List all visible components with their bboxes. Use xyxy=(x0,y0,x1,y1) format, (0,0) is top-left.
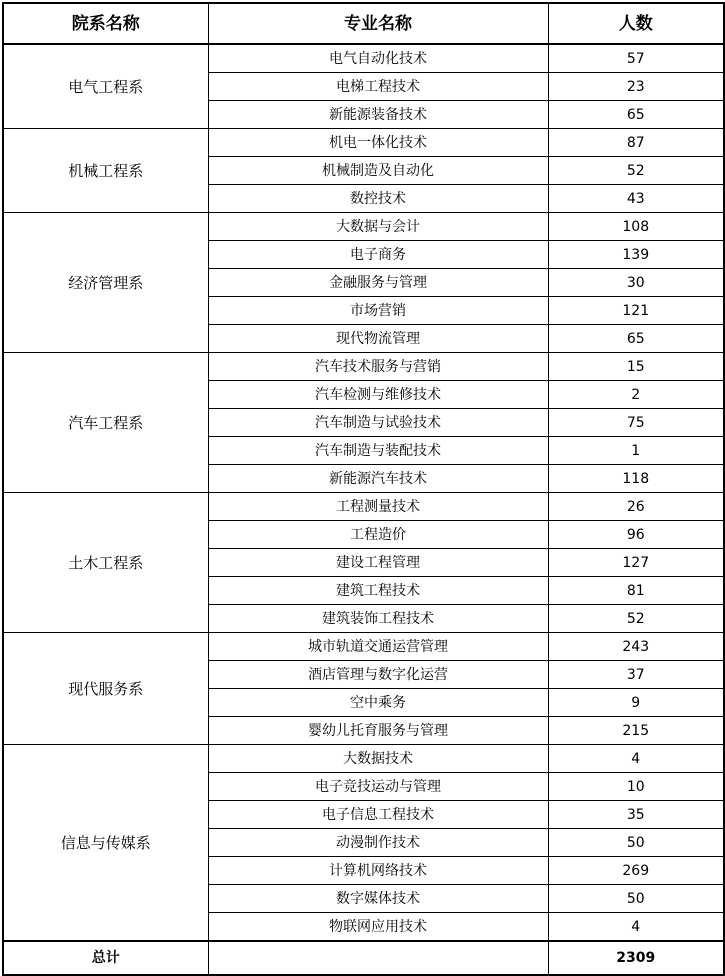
total-row xyxy=(3,941,724,975)
student-count-cell: 52 xyxy=(548,605,724,633)
student-count-cell: 9 xyxy=(548,689,724,717)
student-count-cell: 81 xyxy=(548,577,724,605)
student-count-cell: 87 xyxy=(548,129,724,157)
table-row xyxy=(3,493,724,521)
department-cell: 机械工程系 xyxy=(3,129,208,213)
major-name-cell: 电子信息工程技术 xyxy=(208,801,548,829)
student-count-cell: 50 xyxy=(548,829,724,857)
student-count-cell: 65 xyxy=(548,325,724,353)
student-count-cell: 243 xyxy=(548,633,724,661)
student-count-cell: 75 xyxy=(548,409,724,437)
department-cell: 信息与传媒系 xyxy=(3,745,208,942)
major-name-cell: 工程测量技术 xyxy=(208,493,548,521)
major-name-cell: 数控技术 xyxy=(208,185,548,213)
student-count-cell: 108 xyxy=(548,213,724,241)
header-row xyxy=(3,3,724,44)
major-name-cell: 汽车制造与装配技术 xyxy=(208,437,548,465)
major-name-cell: 汽车制造与试验技术 xyxy=(208,409,548,437)
student-count-cell: 10 xyxy=(548,773,724,801)
major-name-cell: 电子商务 xyxy=(208,241,548,269)
enrollment-table xyxy=(2,2,725,976)
student-count-cell: 35 xyxy=(548,801,724,829)
header-department: 院系名称 xyxy=(3,3,208,44)
student-count-cell: 127 xyxy=(548,549,724,577)
department-cell: 汽车工程系 xyxy=(3,353,208,493)
major-name-cell: 新能源装备技术 xyxy=(208,101,548,129)
major-name-cell: 婴幼儿托育服务与管理 xyxy=(208,717,548,745)
department-cell: 土木工程系 xyxy=(3,493,208,633)
student-count-cell: 26 xyxy=(548,493,724,521)
header-count: 人数 xyxy=(548,3,724,44)
student-count-cell: 23 xyxy=(548,73,724,101)
major-name-cell: 城市轨道交通运营管理 xyxy=(208,633,548,661)
major-name-cell: 电梯工程技术 xyxy=(208,73,548,101)
table-row xyxy=(3,129,724,157)
student-count-cell: 4 xyxy=(548,745,724,773)
student-count-cell: 30 xyxy=(548,269,724,297)
total-label: 总计 xyxy=(3,941,208,975)
student-count-cell: 121 xyxy=(548,297,724,325)
table-row xyxy=(3,745,724,773)
major-name-cell: 新能源汽车技术 xyxy=(208,465,548,493)
major-name-cell: 电子竞技运动与管理 xyxy=(208,773,548,801)
major-name-cell: 大数据技术 xyxy=(208,745,548,773)
student-count-cell: 50 xyxy=(548,885,724,913)
header-major: 专业名称 xyxy=(208,3,548,44)
student-count-cell: 65 xyxy=(548,101,724,129)
major-name-cell: 汽车检测与维修技术 xyxy=(208,381,548,409)
student-count-cell: 52 xyxy=(548,157,724,185)
student-count-cell: 43 xyxy=(548,185,724,213)
table-row xyxy=(3,213,724,241)
table-row xyxy=(3,353,724,381)
student-count-cell: 57 xyxy=(548,44,724,73)
department-cell: 电气工程系 xyxy=(3,44,208,129)
major-name-cell: 空中乘务 xyxy=(208,689,548,717)
major-name-cell: 酒店管理与数字化运营 xyxy=(208,661,548,689)
student-count-cell: 37 xyxy=(548,661,724,689)
student-count-cell: 139 xyxy=(548,241,724,269)
student-count-cell: 118 xyxy=(548,465,724,493)
total-empty-cell xyxy=(208,941,548,975)
table-row xyxy=(3,44,724,73)
student-count-cell: 15 xyxy=(548,353,724,381)
major-name-cell: 数字媒体技术 xyxy=(208,885,548,913)
major-name-cell: 现代物流管理 xyxy=(208,325,548,353)
major-name-cell: 金融服务与管理 xyxy=(208,269,548,297)
student-count-cell: 1 xyxy=(548,437,724,465)
major-name-cell: 物联网应用技术 xyxy=(208,913,548,942)
major-name-cell: 建设工程管理 xyxy=(208,549,548,577)
major-name-cell: 大数据与会计 xyxy=(208,213,548,241)
student-count-cell: 4 xyxy=(548,913,724,942)
department-cell: 经济管理系 xyxy=(3,213,208,353)
department-cell: 现代服务系 xyxy=(3,633,208,745)
major-name-cell: 汽车技术服务与营销 xyxy=(208,353,548,381)
table-row xyxy=(3,633,724,661)
major-name-cell: 市场营销 xyxy=(208,297,548,325)
major-name-cell: 建筑装饰工程技术 xyxy=(208,605,548,633)
major-name-cell: 计算机网络技术 xyxy=(208,857,548,885)
major-name-cell: 电气自动化技术 xyxy=(208,44,548,73)
major-name-cell: 机械制造及自动化 xyxy=(208,157,548,185)
major-name-cell: 机电一体化技术 xyxy=(208,129,548,157)
table-body xyxy=(3,44,724,941)
student-count-cell: 96 xyxy=(548,521,724,549)
total-value: 2309 xyxy=(548,941,724,975)
major-name-cell: 建筑工程技术 xyxy=(208,577,548,605)
student-count-cell: 2 xyxy=(548,381,724,409)
major-name-cell: 工程造价 xyxy=(208,521,548,549)
student-count-cell: 215 xyxy=(548,717,724,745)
major-name-cell: 动漫制作技术 xyxy=(208,829,548,857)
student-count-cell: 269 xyxy=(548,857,724,885)
